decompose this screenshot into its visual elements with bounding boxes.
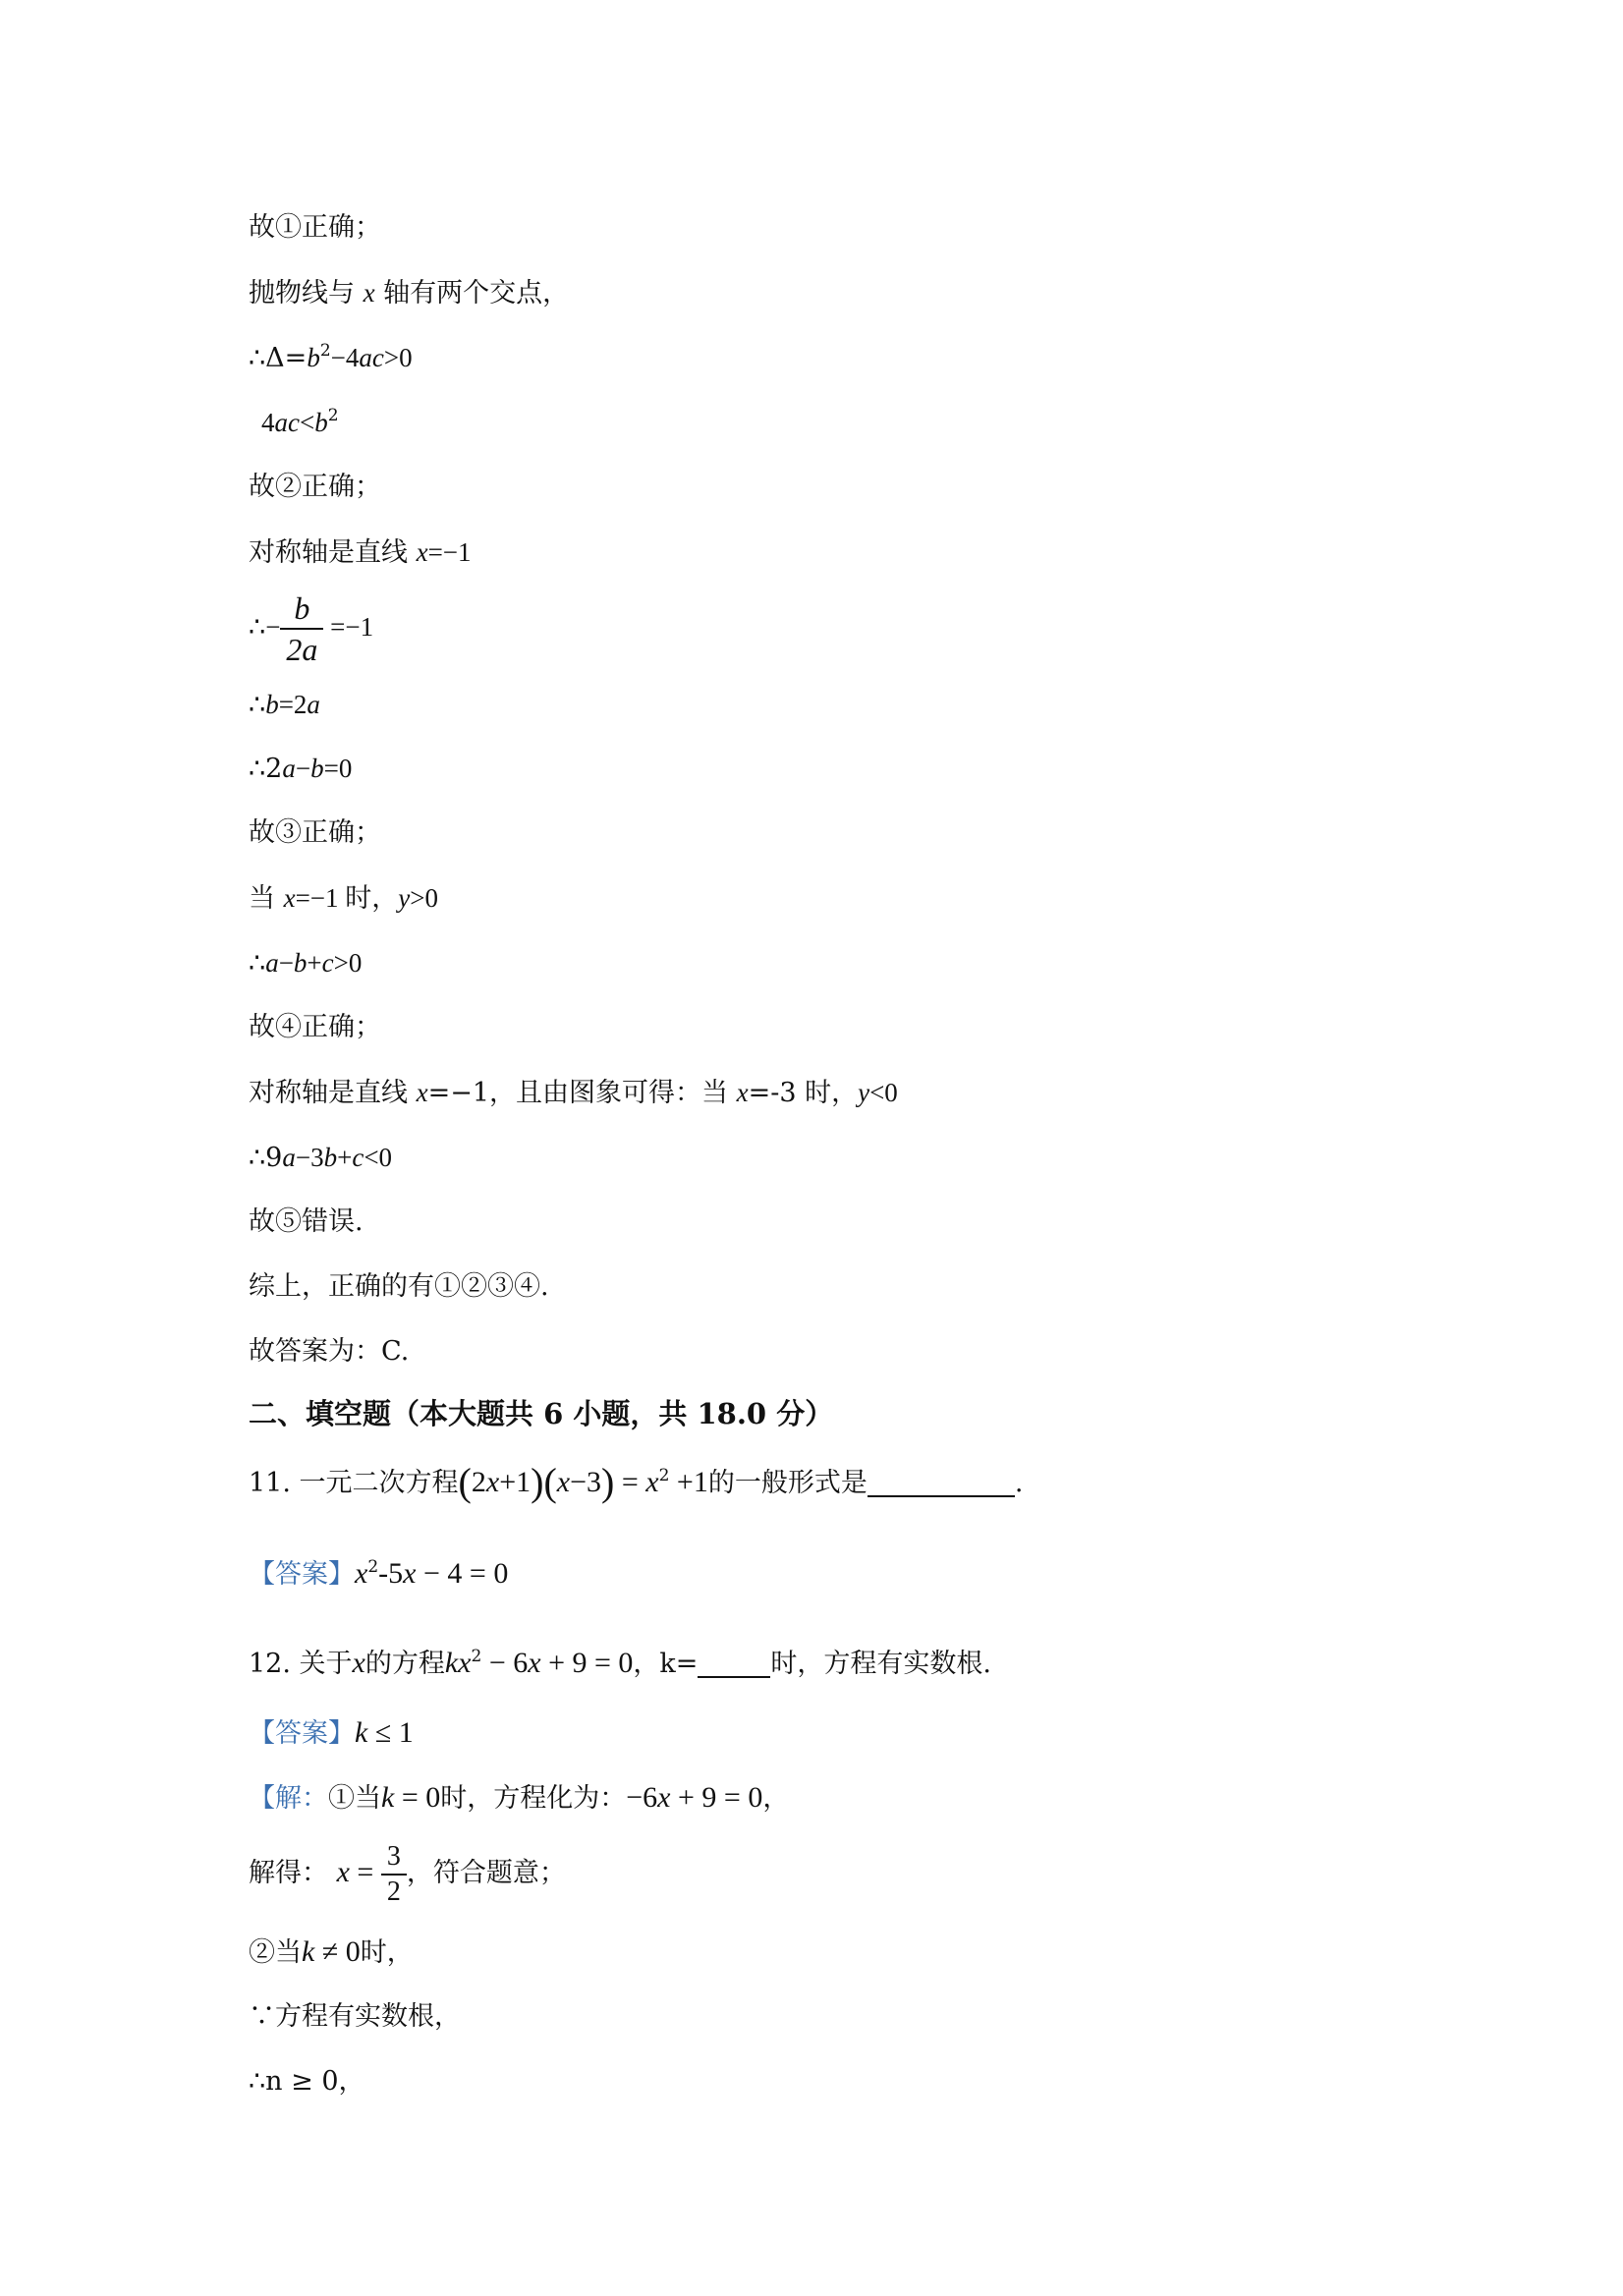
text-line: 对称轴是直线 x=−1 xyxy=(249,537,472,568)
text-line: ∴a−b+c>0 xyxy=(249,948,363,979)
text-line: 故②正确； xyxy=(249,472,381,502)
solution-line: 【解：①当k = 0时，方程化为：−6x + 9 = 0， xyxy=(249,1781,790,1814)
text-line: 对称轴是直线 x=−1，且由图象可得：当 x=-3 时，y<0 xyxy=(249,1078,898,1108)
answer-12: 【答案】k ≤ 1 xyxy=(249,1716,414,1749)
solution-line: ∵方程有实数根， xyxy=(249,2001,461,2032)
solution-line: 解得： x = $\frac{3}{2}$ ，符合题意； xyxy=(249,1840,566,1907)
text-line: 故答案为：C. xyxy=(249,1336,410,1367)
question-12: 12. 关于x的方程$kx^2 - 6x + 9 = 0$，k= 时，方程有实数根. xyxy=(249,1647,991,1679)
text-line: 抛物线与 x 轴有两个交点， xyxy=(249,278,570,308)
solution-line: ∴n ≥ 0， xyxy=(249,2066,365,2097)
fraction: $\frac{3}{2}$ xyxy=(381,1840,407,1909)
text-line: 综上，正确的有①②③④. xyxy=(249,1271,549,1302)
text-line: ∴− $\frac{b}{2a}$ =−1 xyxy=(249,589,374,667)
text-line: ∴b=2a xyxy=(249,690,320,720)
text-line: $\therefore\Delta=b^2-4ac>0$ xyxy=(249,341,413,373)
text-line: 故③正确； xyxy=(249,817,381,848)
answer-11: 【答案】$x^2-5x - 4 = 0$ xyxy=(249,1557,509,1590)
solution-line: ②当k ≠ 0时， xyxy=(249,1935,414,1968)
text-line: ∴9a−3b+c<0 xyxy=(249,1143,393,1173)
text-line: 故④正确； xyxy=(249,1012,381,1042)
question-11: 11. 一元二次方程$(2x+1)(x-3) = x^2 +1$的一般形式是 . xyxy=(249,1460,1024,1504)
text-line: 当 x=−1 时，y>0 xyxy=(249,883,439,914)
text-line: 故①正确； xyxy=(249,212,381,243)
fraction: $\frac{b}{2a}$ xyxy=(280,588,323,669)
section-heading: 二、填空题（本大题共 6 小题，共 18.0 分） xyxy=(249,1397,834,1430)
text-line: ∴2a−b=0 xyxy=(249,754,353,784)
text-line: $4ac<b^2$ xyxy=(261,406,339,437)
text-line: 故⑤错误. xyxy=(249,1206,364,1237)
